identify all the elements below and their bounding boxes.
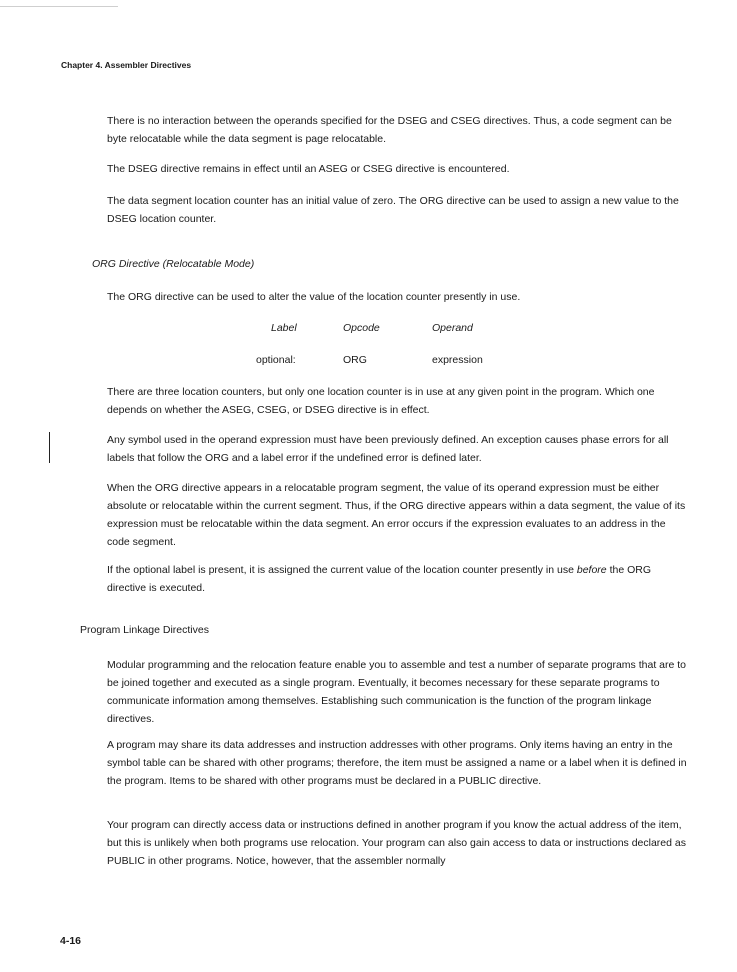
- syntax-operand: expression: [432, 354, 483, 366]
- paragraph-optional-label: [107, 561, 687, 597]
- paragraph-dseg-counter: The data segment location counter has an initial value of zero. The ORG directive can be used to assign a new value to the DSEG location counter.: [107, 195, 679, 225]
- top-rule: [0, 6, 118, 7]
- before-emphasis: before: [576, 564, 607, 576]
- paragraph-dseg-cseg: There is no interaction between the operands specified for the DSEG and CSEG directives. Thus, a code segment can be byte relocatable while the data segment is page relocatable.: [107, 115, 672, 145]
- paragraph-dseg-effect: The DSEG directive remains in effect until an ASEG or CSEG directive is encountered.: [107, 163, 510, 175]
- paragraph-org-intro: The ORG directive can be used to alter the value of the location counter presently in use.: [107, 291, 521, 303]
- org-directive-heading: ORG Directive (Relocatable Mode): [92, 258, 255, 270]
- syntax-label: optional:: [256, 354, 296, 366]
- paragraph-relocatable-segment: When the ORG directive appears in a relocatable program segment, the value of its operand expression must be either absolute or relocatable within the current segment. Thus, if the ORG directive appears within a data segment, the value of its expression must be relocatable within the data segment. An error occurs if the expression evaluates to an address in the code segment.: [107, 482, 686, 548]
- chapter-header: Chapter 4. Assembler Directives: [61, 60, 192, 70]
- paragraph-symbol-defined: Any symbol used in the operand expression must have been previously defined. An exception causes phase errors for all labels that follow the ORG and a label error if the undefined error is defined later.: [107, 434, 669, 464]
- program-linkage-heading: Program Linkage Directives: [80, 624, 209, 636]
- optional-label-text-before: If the optional label is present, it is assigned the current value of the location counter presently in use: [107, 564, 577, 576]
- column-header-opcode: Opcode: [343, 322, 380, 334]
- paragraph-share-addresses: A program may share its data addresses and instruction addresses with other programs. Only items having an entry in the symbol table can be shared with other programs; therefore, the item must be assigned a name or a label when it is defined in the program. Items to be shared with other programs must be declared in a PUBLIC directive.: [107, 739, 687, 787]
- column-header-operand: Operand: [432, 322, 473, 334]
- column-header-label: Label: [271, 322, 297, 334]
- page-number: 4-16: [60, 935, 82, 947]
- revision-change-bar: [49, 432, 50, 463]
- paragraph-access-data: Your program can directly access data or instructions defined in another program if you know the actual address of the item, but this is unlikely when both programs use relocation. Your program can also gain access to data or instructions declared as PUBLIC in other programs. Notice, however, that the assembler normally: [107, 819, 686, 867]
- optional-label-text-after: the ORG directive is executed.: [107, 564, 652, 594]
- paragraph-modular-programming: Modular programming and the relocation feature enable you to assemble and test a number of separate programs that are to be joined together and executed as a single program. Eventually, it becomes necessary for these separate programs to communicate information among themselves. Establishing such communication is the function of the program linkage directives.: [107, 659, 687, 725]
- paragraph-location-counters: There are three location counters, but only one location counter is in use at any given point in the program. Which one depends on whether the ASEG, CSEG, or DSEG directive is in effect.: [107, 386, 655, 416]
- syntax-opcode: ORG: [343, 354, 367, 366]
